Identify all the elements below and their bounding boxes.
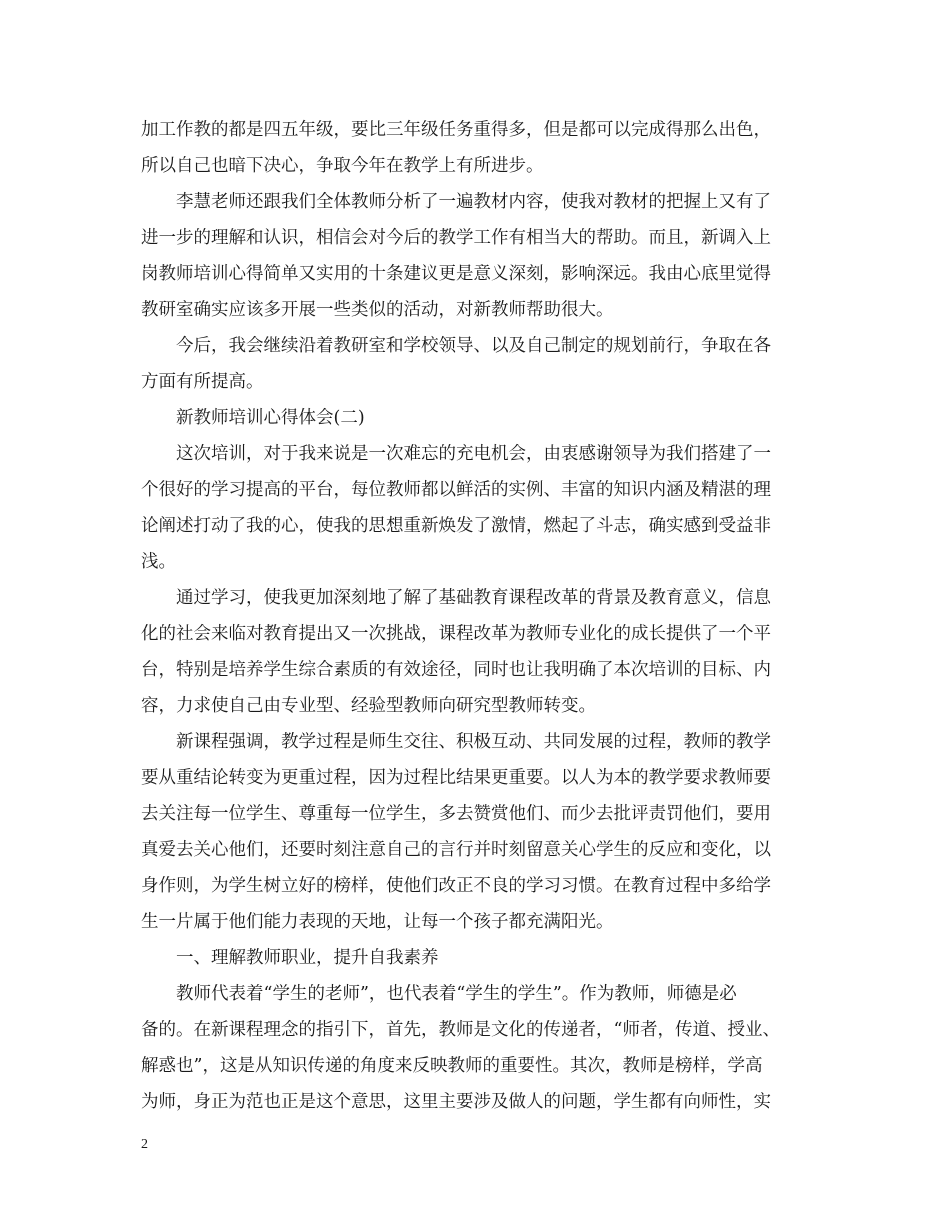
document-body — [141, 112, 831, 1120]
text-line: 通过学习，使我更加深刻地了解了基础教育课程改革的背景及教育意义，信息 — [176, 588, 771, 608]
text-line: 要从重结论转变为更重过程，因为过程比结果更重要。以人为本的教学要求教师要 — [141, 768, 771, 788]
text-line: 教研室确实应该多开展一些类似的活动，对新教师帮助很大。 — [141, 300, 614, 320]
text-line: 方面有所提高。 — [141, 372, 264, 392]
text-line: 论阐述打动了我的心，使我的思想重新焕发了激情，燃起了斗志，确实感到受益非 — [141, 516, 771, 536]
text-line: 个很好的学习提高的平台，每位教师都以鲜活的实例、丰富的知识内涵及精湛的理 — [141, 480, 771, 500]
text-line: 这次培训，对于我来说是一次难忘的充电机会，由衷感谢领导为我们搭建了一 — [176, 444, 771, 464]
text-line: 加工作教的都是四五年级，要比三年级任务重得多，但是都可以完成得那么出色， — [141, 120, 771, 140]
text-line: 教师代表着“学生的老师”，也代表着“学生的学生”。作为教师，师德是必 — [176, 984, 737, 1004]
text-line: 解惑也”，这是从知识传递的角度来反映教师的重要性。其次，教师是榜样，学高 — [141, 1056, 763, 1076]
text-line: 为师，身正为范也正是这个意思，这里主要涉及做人的问题，学生都有向师性，实 — [141, 1092, 771, 1112]
text-line: 新教师培训心得体会(二) — [176, 408, 365, 428]
text-line: 身作则，为学生树立好的榜样，使他们改正不良的学习习惯。在教育过程中多给学 — [141, 876, 771, 896]
text-line: 化的社会来临对教育提出又一次挑战，课程改革为教师专业化的成长提供了一个平 — [141, 624, 771, 644]
text-line: 李慧老师还跟我们全体教师分析了一遍教材内容，使我对教材的把握上又有了 — [176, 192, 771, 212]
text-line: 台，特别是培养学生综合素质的有效途径，同时也让我明确了本次培训的目标、内 — [141, 660, 771, 680]
text-line: 真爱去关心他们，还要时刻注意自己的言行并时刻留意关心学生的反应和变化，以 — [141, 840, 771, 860]
page-number: 2 — [141, 1137, 148, 1152]
text-line: 一、理解教师职业，提升自我素养 — [176, 948, 439, 968]
text-line: 备的。在新课程理念的指引下，首先，教师是文化的传递者，“师者，传道、授业、 — [141, 1020, 780, 1040]
text-line: 生一片属于他们能力表现的天地，让每一个孩子都充满阳光。 — [141, 912, 614, 932]
text-line: 新课程强调，教学过程是师生交往、积极互动、共同发展的过程，教师的教学 — [176, 732, 771, 752]
text-line: 所以自己也暗下决心，争取今年在教学上有所进步。 — [141, 156, 544, 176]
text-line: 容，力求使自己由专业型、经验型教师向研究型教师转变。 — [141, 696, 596, 716]
text-line: 去关注每一位学生、尊重每一位学生，多去赞赏他们、而少去批评责罚他们，要用 — [141, 804, 771, 824]
text-line: 今后，我会继续沿着教研室和学校领导、以及自己制定的规划前行，争取在各 — [176, 336, 771, 356]
text-line: 浅。 — [141, 552, 176, 572]
text-line: 进一步的理解和认识，相信会对今后的教学工作有相当大的帮助。而且，新调入上 — [141, 228, 771, 248]
text-line: 岗教师培训心得简单又实用的十条建议更是意义深刻，影响深远。我由心底里觉得 — [141, 264, 771, 284]
